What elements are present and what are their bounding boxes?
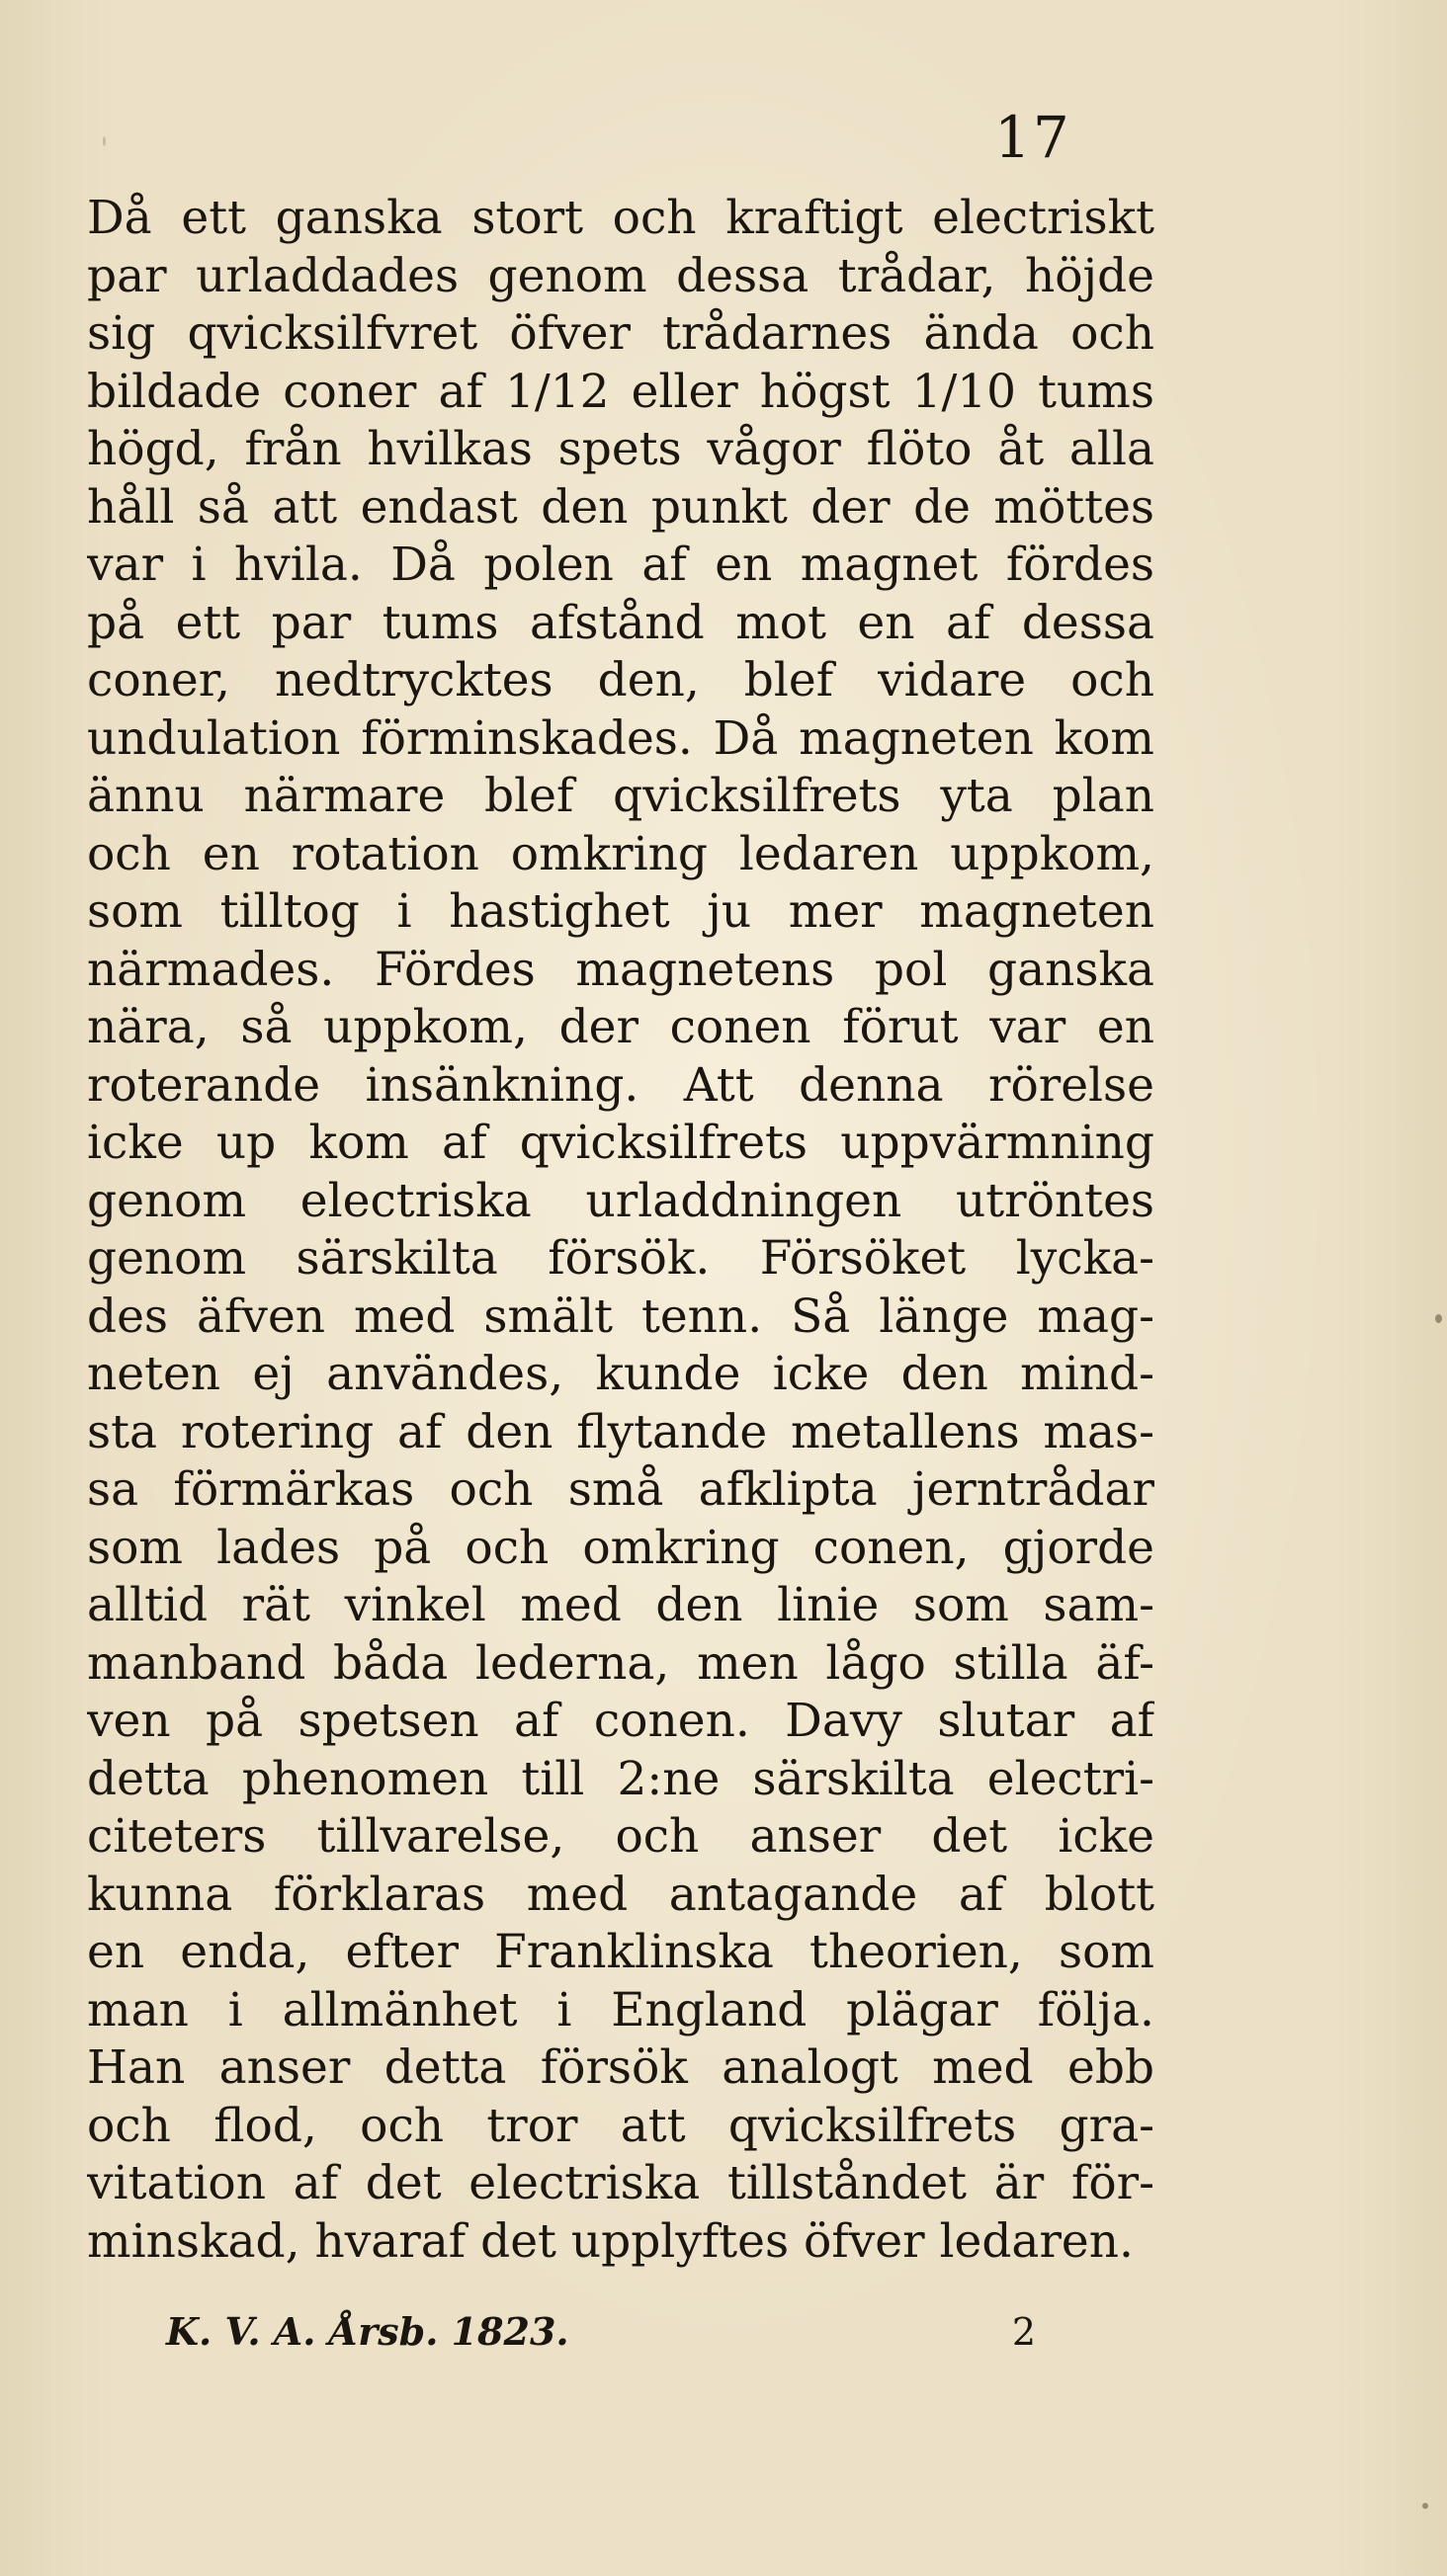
text-line: manband båda lederna, men lågo stilla äf- xyxy=(87,1635,1154,1691)
text-line: kunna förklaras med antagande af blott xyxy=(87,1867,1154,1922)
ink-speck xyxy=(1422,2503,1428,2509)
ink-speck xyxy=(103,136,106,146)
text-line: neten ej användes, kunde icke den mind- xyxy=(87,1347,1154,1401)
text-line: genom electriska urladdningen utröntes xyxy=(87,1173,1154,1228)
text-line: som lades på och omkring conen, gjorde xyxy=(87,1520,1154,1575)
text-line: var i hvila. Då polen af en magnet fördes xyxy=(87,538,1154,592)
text-line: citeters tillvarelse, och anser det icke xyxy=(87,1809,1154,1864)
text-line: undulation förminskades. Då magneten kom xyxy=(87,710,1154,766)
text-line: närmades. Fördes magnetens pol ganska xyxy=(87,942,1154,997)
text-line: icke up kom af qvicksilfrets uppvärmning xyxy=(87,1116,1154,1170)
text-line: vitation af det electriska tillståndet är för- xyxy=(87,2156,1154,2210)
text-line: genom särskilta försök. Försöket lycka- xyxy=(87,1231,1154,1286)
text-line: roterande insänkning. Att denna rörelse xyxy=(87,1057,1154,1113)
text-line: högd, från hvilkas spets vågor flöto åt alla xyxy=(87,422,1154,476)
text-line: håll så att endast den punkt der de möttes xyxy=(87,479,1154,535)
page-number: 17 xyxy=(994,104,1071,171)
text-line: som tilltog i hastighet ju mer magneten xyxy=(87,884,1154,939)
text-line: sa förmärkas och små afklipta jerntrådar xyxy=(87,1462,1154,1517)
text-line: och en rotation omkring ledaren uppkom, xyxy=(87,826,1154,881)
text-line: ännu närmare blef qvicksilfrets yta plan xyxy=(87,769,1154,823)
body-text xyxy=(87,190,1154,2271)
text-line: Han anser detta försök analogt med ebb xyxy=(87,2040,1154,2095)
text-line: coner, nedtrycktes den, blef vidare och xyxy=(87,653,1154,707)
text-line: par urladdades genom dessa trådar, höjde xyxy=(87,248,1154,303)
text-line: en enda, efter Franklinska theorien, som xyxy=(87,1925,1154,1979)
text-line: alltid rät vinkel med den linie som sam- xyxy=(87,1578,1154,1632)
page-footer xyxy=(166,2302,1036,2362)
footer-signature: K. V. A. Årsb. 1823. xyxy=(166,2309,569,2354)
text-line: bildade coner af 1/12 eller högst 1/10 tums xyxy=(87,364,1154,419)
text-line: Då ett ganska stort och kraftigt electriskt xyxy=(87,191,1154,245)
text-line: ven på spetsen af conen. Davy slutar af xyxy=(87,1694,1154,1748)
ink-speck xyxy=(1435,1314,1442,1323)
text-line: på ett par tums afstånd mot en af dessa xyxy=(87,595,1154,650)
sheet-mark: 2 xyxy=(1011,2310,1036,2354)
text-line: des äfven med smält tenn. Så länge mag- xyxy=(87,1288,1154,1344)
text-line: nära, så uppkom, der conen förut var en xyxy=(87,1000,1154,1054)
text-line: man i allmänhet i England plägar följa. xyxy=(87,1982,1154,2037)
text-line: detta phenomen till 2:ne särskilta electri- xyxy=(87,1751,1154,1806)
text-line: sig qvicksilfvret öfver trådarnes ända och xyxy=(87,306,1154,361)
text-line: minskad, hvaraf det upplyftes öfver ledaren. xyxy=(87,2213,1134,2269)
text-line: sta rotering af den flytande metallens mas- xyxy=(87,1404,1154,1459)
text-line: och flod, och tror att qvicksilfrets gra- xyxy=(87,2098,1154,2153)
